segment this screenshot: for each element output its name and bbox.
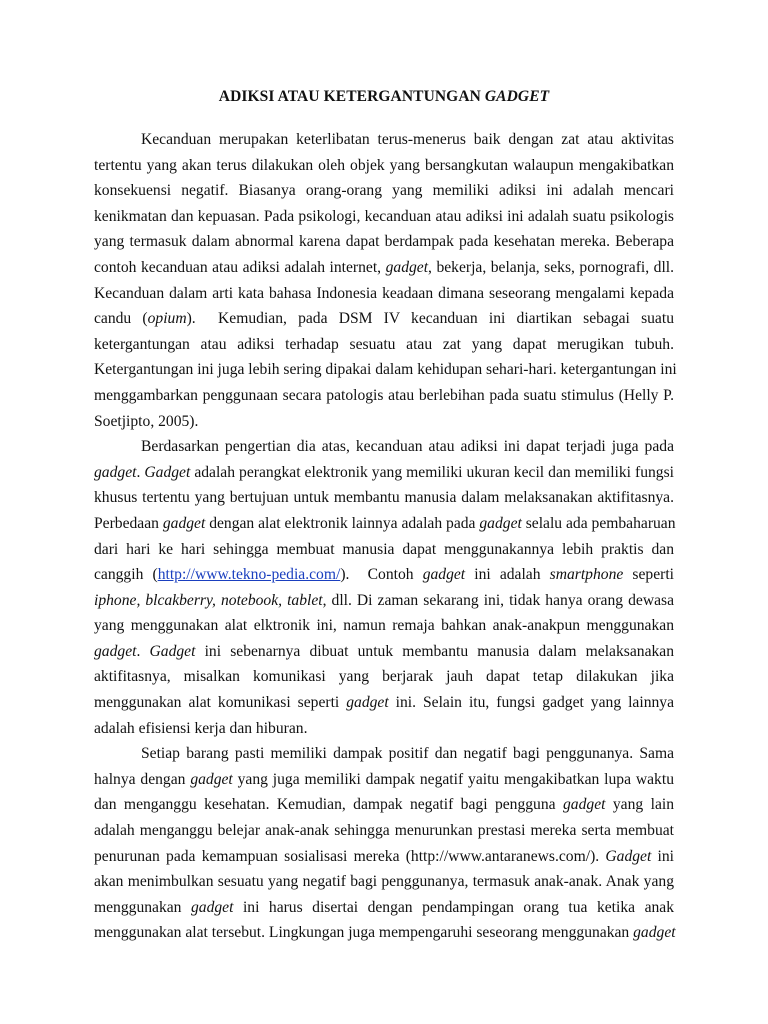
reference-link[interactable]: http://www.tekno-pedia.com/ <box>157 566 341 584</box>
paragraph-line: gadget. Gadget adalah perangkat elektronik yang memiliki ukuran kecil dan memiliki fungsi <box>94 463 675 481</box>
paragraph-line: iphone, blcakberry, notebook, tablet, dll. Di zaman sekarang ini, tidak hanya orang dewasa <box>94 591 674 609</box>
paragraph <box>94 127 677 434</box>
paragraph-line: Kecanduan dalam arti kata bahasa Indonesia keadaan dimana seseorang mengalami kepada <box>94 284 674 302</box>
paragraph-line: tertentu yang akan terus dilakukan oleh objek yang bersangkutan walaupun mengakibatkan <box>94 156 674 174</box>
paragraph-line: kenikmatan dan kepuasan. Pada psikologi, kecanduan atau adiksi ini adalah suatu psikologis <box>94 207 674 225</box>
paragraph-line: menggunakan alat tersebut. Lingkungan juga mempengaruhi seseorang menggunakan gadget <box>94 924 676 942</box>
paragraph-line: Perbedaan gadget dengan alat elektronik lainnya adalah pada gadget selalu ada pembaharuan <box>94 514 676 532</box>
paragraph-line: khusus tertentu yang bertujuan untuk membantu manusia dalam melaksanakan aktifitasnya. <box>94 489 674 507</box>
paragraph-line: konsekuensi negatif. Biasanya orang-orang yang memiliki adiksi ini adalah mencari <box>94 182 674 200</box>
title-text: ADIKSI ATAU KETERGANTUNGAN <box>218 88 485 105</box>
page-title <box>0 88 768 106</box>
paragraph-line: ketergantungan atau adiksi terhadap sesuatu atau zat yang dapat merugikan tubuh. <box>94 335 674 353</box>
paragraph-line: Soetjipto, 2005). <box>94 412 199 430</box>
paragraph-line: yang menggunakan alat elktronik ini, namun remaja bahkan anak-anakpun menggunakan <box>94 617 674 635</box>
paragraph-line: penurunan pada kemampuan sosialisasi mereka (http://www.antaranews.com/). Gadget ini <box>94 847 674 865</box>
paragraph-line: dari hari ke hari sehingga membuat manusia dapat menggunakannya lebih praktis dan <box>94 540 674 558</box>
paragraph-line: dan menganggu kesehatan. Kemudian, dampak negatif bagi pengguna gadget yang lain <box>94 796 674 814</box>
paragraph-line: Berdasarkan pengertian dia atas, kecanduan atau adiksi ini dapat terjadi juga pada <box>141 438 674 456</box>
title-italic: GADGET <box>484 88 550 105</box>
paragraph-line: Kecanduan merupakan keterlibatan terus-menerus baik dengan zat atau aktivitas <box>141 131 674 148</box>
paragraph-line: aktifitasnya, misalkan komunikasi yang berjarak jauh dapat tetap dilakukan jika <box>94 668 674 686</box>
paragraph-line: canggih (http://www.tekno-pedia.com/). Contoh gadget ini adalah smartphone seperti <box>94 566 674 584</box>
paragraph-line: contoh kecanduan atau adiksi adalah internet, gadget, bekerja, belanja, seks, pornografi, dll. <box>94 258 675 276</box>
paragraph-line: menggunakan gadget ini harus disertai dengan pendampingan orang tua ketika anak <box>94 898 674 916</box>
document-body <box>94 127 677 946</box>
paragraph-line: menggunakan alat komunikasi seperti gadget ini. Selain itu, fungsi gadget yang lainnya <box>94 694 675 712</box>
paragraph <box>94 434 674 741</box>
paragraph <box>94 741 674 946</box>
paragraph-line: gadget. Gadget ini sebenarnya dibuat untuk membantu manusia dalam melaksanakan <box>94 642 675 660</box>
paragraph-line: akan menimbulkan sesuatu yang negatif bagi penggunanya, termasuk anak-anak. Anak yang <box>94 873 674 891</box>
paragraph-line: candu (opium). Kemudian, pada DSM IV kecanduan ini diartikan sebagai suatu <box>94 310 674 328</box>
paragraph-line: adalah efisiensi kerja dan hiburan. <box>94 719 308 737</box>
paragraph-line: menggambarkan penggunaan secara patologis atau berlebihan pada suatu stimulus (Helly P. <box>94 386 674 404</box>
paragraph-line: Setiap barang pasti memiliki dampak positif dan negatif bagi penggunanya. Sama <box>141 745 674 763</box>
paragraph-line: halnya dengan gadget yang juga memiliki dampak negatif yaitu mengakibatkan lupa waktu <box>94 770 674 788</box>
paragraph-line: adalah menganggu belejar anak-anak sehingga menurunkan prestasi mereka serta membuat <box>94 822 674 840</box>
paragraph-line: Ketergantungan ini juga lebih sering dipakai dalam kehidupan sehari-hari. ketergantungan ini <box>94 361 677 379</box>
paragraph-line: yang termasuk dalam abnormal karena dapat berdampak pada kesehatan mereka. Beberapa <box>94 233 674 251</box>
